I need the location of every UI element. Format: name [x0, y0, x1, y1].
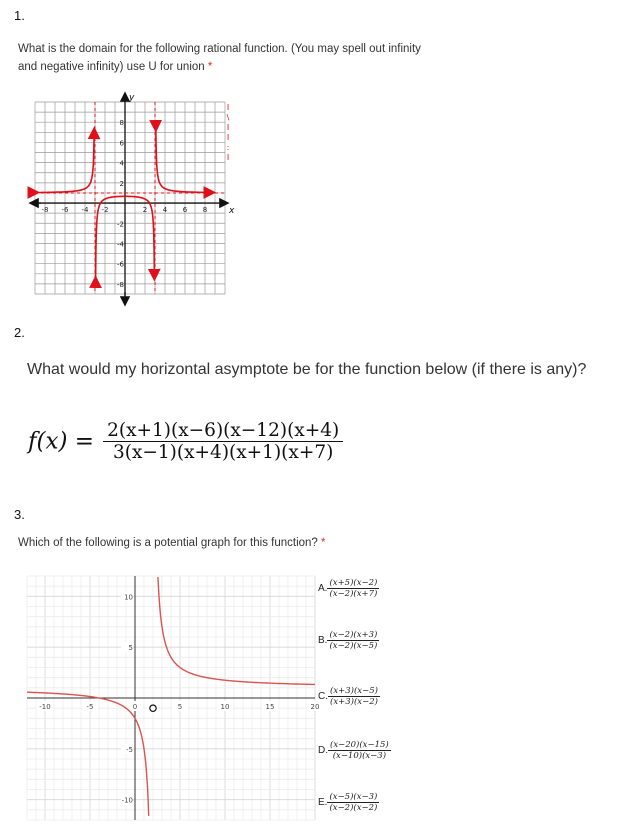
question-1-line-1: What is the domain for the following rational function. (You may spell out infinity [18, 43, 421, 55]
q1-side-mark: I [226, 133, 230, 142]
q1-y-axis-label: y [129, 93, 135, 103]
q1-side-marks [227, 103, 230, 162]
formula-denominator: 3(x−1)(x+4)(x+1)(x+7) [112, 442, 334, 463]
q1-graph [20, 90, 250, 310]
q1-x-tick-label: -8 [41, 206, 49, 215]
q1-x-tick-label: 6 [182, 206, 188, 215]
option-numerator: (x−2)(x+3) [329, 630, 378, 640]
option-fraction [328, 740, 391, 761]
q1-y-tick-label: -6 [117, 260, 124, 269]
q3-y-tick-label: 5 [128, 644, 133, 653]
q1-curves [35, 102, 225, 294]
q2-formula [28, 420, 343, 463]
required-asterisk: * [321, 537, 326, 549]
answer-option[interactable] [318, 740, 391, 761]
question-3-number: 3. [14, 507, 25, 522]
option-letter: E. [318, 797, 328, 808]
q1-y-tick-label: -2 [117, 220, 124, 229]
q1-y-tick-label: 6 [119, 139, 124, 148]
option-numerator: (x+3)(x−5) [330, 686, 378, 696]
q3-x-tick-label: -5 [86, 703, 94, 711]
option-numerator: (x−20)(x−15) [330, 740, 389, 750]
q3-y-tick-label: -5 [126, 745, 133, 754]
option-denominator: (x−10)(x−3) [332, 751, 387, 761]
q3-x-tick-label: 20 [310, 703, 320, 711]
option-fraction [328, 686, 380, 707]
q1-side-mark: I [226, 103, 230, 112]
option-letter: C. [318, 691, 328, 702]
q3-y-tick-label: 10 [124, 593, 133, 602]
q3-x-tick-label: -10 [39, 703, 51, 711]
q3-graph [25, 572, 320, 822]
q1-x-tick-label: -2 [101, 206, 109, 215]
formula-lhs: f(x) = [28, 428, 95, 455]
option-letter: B. [318, 635, 328, 646]
option-denominator: (x−2)(x−5) [329, 641, 378, 651]
q1-x-tick-label: 2 [142, 206, 148, 215]
option-numerator: (x−5)(x−3) [329, 792, 378, 802]
q1-side-mark: I [226, 123, 230, 132]
answer-option[interactable] [318, 630, 379, 651]
q1-x-tick-label: -6 [61, 206, 69, 215]
option-fraction [327, 578, 379, 599]
option-denominator: (x−2)(x+7) [329, 589, 378, 599]
question-2-number: 2. [14, 325, 25, 340]
question-2-text: What would my horizontal asymptote be for the function below (if there is any)? [27, 361, 587, 378]
q3-x-tick-label: 0 [132, 703, 138, 711]
q1-x-tick-label: 4 [162, 206, 168, 215]
q1-side-mark: I [226, 153, 230, 162]
q1-y-tick-label: 2 [119, 179, 124, 188]
q3-y-tick-label: -10 [121, 796, 133, 805]
q3-x-tick-label: 10 [220, 703, 230, 711]
q1-x-axis-label: x [229, 206, 235, 217]
q1-x-tick-label: -4 [81, 206, 89, 215]
question-1-text [18, 40, 421, 76]
formula-numerator: 2(x+1)(x−6)(x−12)(x+4) [103, 420, 343, 442]
option-denominator: (x+3)(x−2) [330, 697, 378, 707]
question-3-label: Which of the following is a potential graph for this function? [18, 537, 318, 549]
answer-option[interactable] [318, 792, 379, 813]
option-fraction [327, 630, 379, 651]
q3-right-branch [158, 577, 315, 685]
q1-x-tick-label: 8 [202, 206, 208, 215]
question-1-line-2: and negative infinity) use U for union [18, 61, 205, 73]
answer-option[interactable] [318, 686, 380, 707]
q1-y-tick-label: -8 [117, 280, 124, 289]
q1-axes [31, 93, 235, 304]
q1-y-tick-label: -4 [117, 240, 124, 249]
option-denominator: (x−2)(x−2) [329, 803, 378, 813]
q1-y-tick-label: 4 [119, 159, 124, 168]
option-letter: A. [318, 583, 328, 594]
question-3-text [18, 537, 326, 549]
q3-hole-marker [150, 705, 156, 711]
answer-option[interactable] [318, 578, 379, 599]
question-1-number: 1. [14, 8, 25, 23]
option-fraction [327, 792, 379, 813]
required-asterisk: * [207, 61, 213, 73]
q1-grid [35, 102, 225, 294]
option-letter: D. [318, 745, 328, 756]
option-numerator: (x+5)(x−2) [329, 578, 378, 588]
q1-side-mark: \ [226, 113, 230, 122]
q3-x-tick-label: 5 [177, 703, 183, 711]
q1-y-tick-label: 8 [119, 119, 124, 128]
q3-x-tick-label: 15 [265, 703, 275, 711]
q1-side-mark: : [226, 143, 230, 152]
